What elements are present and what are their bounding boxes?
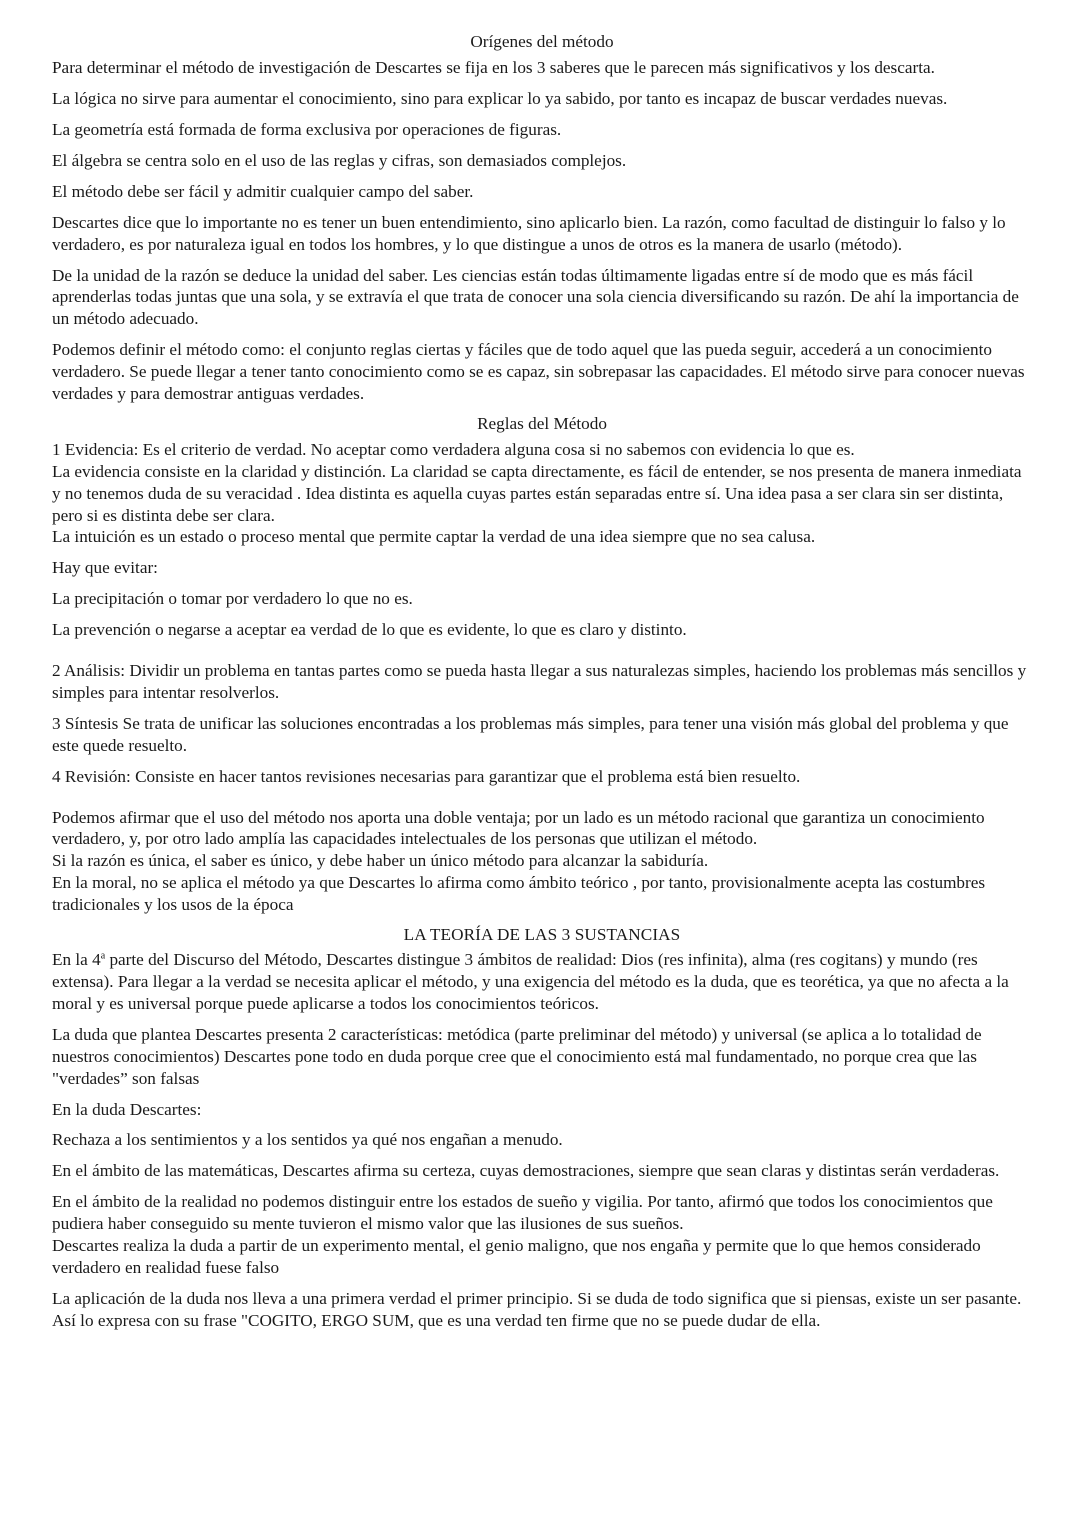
method-conclusion [52, 807, 1032, 916]
paragraph-doubt-characteristics: La duda que plantea Descartes presenta 2 características: metódica (parte preliminar del método) y universal (se aplica a lo totalidad de nuestros conocimientos) Descartes pone todo en duda porque cree que el conocimiento está mal fundamentado, no porque crea que las "verdades” son falsas [52, 1024, 982, 1088]
reality-dream: En el ámbito de la realidad no podemos distinguir entre los estados de sueño y vigilia. Por tanto, afirmó que todos los conocimientos que pudiera haber conseguido su mente tuvieron el mismo valor que las ilusiones de sus sueños. [52, 1192, 993, 1234]
paragraph-senses: Rechaza a los sentimientos y a los sentidos ya qué nos engañan a menudo. [52, 1130, 563, 1150]
paragraph-unity: De la unidad de la razón se deduce la unidad del saber. Les ciencias están todas últimamente ligadas entre sí de modo que es más fácil aprenderlas todas juntas que una sola, y se extravía el que trata de conocer una sola ciencia diversificando su razón. De ahí la importancia de un método adecuado. [52, 265, 1019, 329]
paragraph-substances-intro [52, 949, 1032, 1014]
section-title-rules: Reglas del Método [477, 414, 607, 434]
paragraph-avoid-precipitation: La precipitación o tomar por verdadero lo que no es. [52, 589, 413, 609]
paragraph-reality [52, 1191, 1032, 1278]
conclusion-advantage: Podemos afirmar que el uso del método nos aporta una doble ventaja; por un lado es un método racional que garantiza un conocimiento verdadero, y, por otro lado amplía las capacidades intelectuales de los personas que utilizan el método. [52, 807, 985, 849]
conclusion-moral: En la moral, no se aplica el método ya que Descartes lo afirma como ámbito teórico , por tanto, provisionalmente acepta las costumbres tradicionales y los usos de la época [52, 872, 986, 914]
paragraph-algebra: El álgebra se centra solo en el uso de las reglas y cifras, son demasiados complejos. [52, 150, 627, 170]
paragraph-cogito: La aplicación de la duda nos lleva a una primera verdad el primer principio. Si se duda de todo significa que si piensas, existe un ser pasante. Así lo expresa con su frase "COGITO, ERGO SUM, que es una verdad ten firme que no se puede dudar de ella. [52, 1288, 1022, 1330]
rule-analysis: 2 Análisis: Dividir un problema en tantas partes como se pueda hasta llegar a sus naturalezas simples, haciendo los problemas más sencillos y simples para intentar resolverlos. [52, 661, 1027, 702]
paragraph-avoid-prevention: La prevención o negarse a aceptar ea verdad de lo que es evidente, lo que es claro y distinto. [52, 620, 687, 640]
rule-synthesis: 3 Síntesis Se trata de unificar las soluciones encontradas a los problemas más simples, para tener una visión más global del problema y que este quede resuelto. [52, 713, 1009, 755]
paragraph-logic: La lógica no sirve para aumentar el conocimiento, sino para explicar lo ya sabido, por tanto es incapaz de buscar verdades nuevas. [52, 88, 948, 108]
substances-intro-rest: parte del Discurso del Método, Descartes distingue 3 ámbitos de realidad: Dios (res infinita), alma (res cogitans) y mundo (res extensa). Para llegar a la verdad se necesita aplicar el método, y una exigencia del método es la duda, que es teorética, ya que no afecta a la moral y es universal porque puede aplicarse a todos los conocimientos teóricos. [52, 950, 1009, 1013]
rule-evidence-intuition: La intuición es un estado o proceso mental que permite captar la verdad de una idea siempre que no sea calusa. [52, 527, 816, 547]
paragraph-geometry: La geometría está formada de forma exclusiva por operaciones de figuras. [52, 119, 562, 139]
section-title-substances: LA TEORÍA DE LAS 3 SUSTANCIAS [403, 924, 681, 944]
reality-evil-genius: Descartes realiza la duda a partir de un experimento mental, el genio maligno, que nos engaña y permite que lo que hemos considerado verdadero en realidad fuese falso [52, 1236, 981, 1277]
rule-evidence [52, 439, 1032, 548]
substances-intro-start: En la 4 [52, 950, 101, 970]
section-title-origins: Orígenes del método [470, 32, 614, 51]
paragraph-reason: Descartes dice que lo importante no es tener un buen entendimiento, sino aplicarlo bien. La razón, como facultad de distinguir lo falso y lo verdadero, es por naturaleza igual en todos los hombres, y lo que distingue a unos de otros es la manera de usarlo (método). [52, 212, 1006, 254]
paragraph-doubt-heading: En la duda Descartes: [52, 1099, 202, 1119]
paragraph-method-easy: El método debe ser fácil y admitir cualquier campo del saber. [52, 181, 474, 201]
paragraph-origins-intro: Para determinar el método de investigación de Descartes se fija en los 3 saberes que le parecen más significativos y los descarta. [52, 57, 935, 77]
rule-evidence-line: 1 Evidencia: Es el criterio de verdad. No aceptar como verdadera alguna cosa si no sabemos con evidencia lo que es. [52, 440, 855, 460]
rule-revision: 4 Revisión: Consiste en hacer tantos revisiones necesarias para garantizar que el problema está bien resuelto. [52, 766, 801, 786]
paragraph-avoid: Hay que evitar: [52, 558, 158, 578]
ordinal-superscript: a [100, 950, 106, 962]
conclusion-unity: Si la razón es única, el saber es único, y debe haber un único método para alcanzar la sabiduría. [52, 851, 709, 871]
rule-evidence-clarity: La evidencia consiste en la claridad y distinción. La claridad se capta directamente, es fácil de entender, se nos presenta de manera inmediata y no tenemos duda de su veracidad . Idea distinta es aquella cuyas partes están separadas entre sí. Una idea pasa a ser clara sin ser distinta, pero si es distinta debe ser clara. [52, 462, 1022, 525]
paragraph-method-definition: Podemos definir el método como: el conjunto reglas ciertas y fáciles que de todo aquel que las pueda seguir, accederá a un conocimiento verdadero. Se puede llegar a tener tanto conocimiento como se es capaz, sin sobrepasar las capacidades. El método sirve para conocer nuevas verdades y para demostrar antiguas verdades. [52, 340, 1025, 403]
paragraph-mathematics: En el ámbito de las matemáticas, Descartes afirma su certeza, cuyas demostraciones, siempre que sean claras y distintas serán verdaderas. [52, 1161, 1000, 1181]
